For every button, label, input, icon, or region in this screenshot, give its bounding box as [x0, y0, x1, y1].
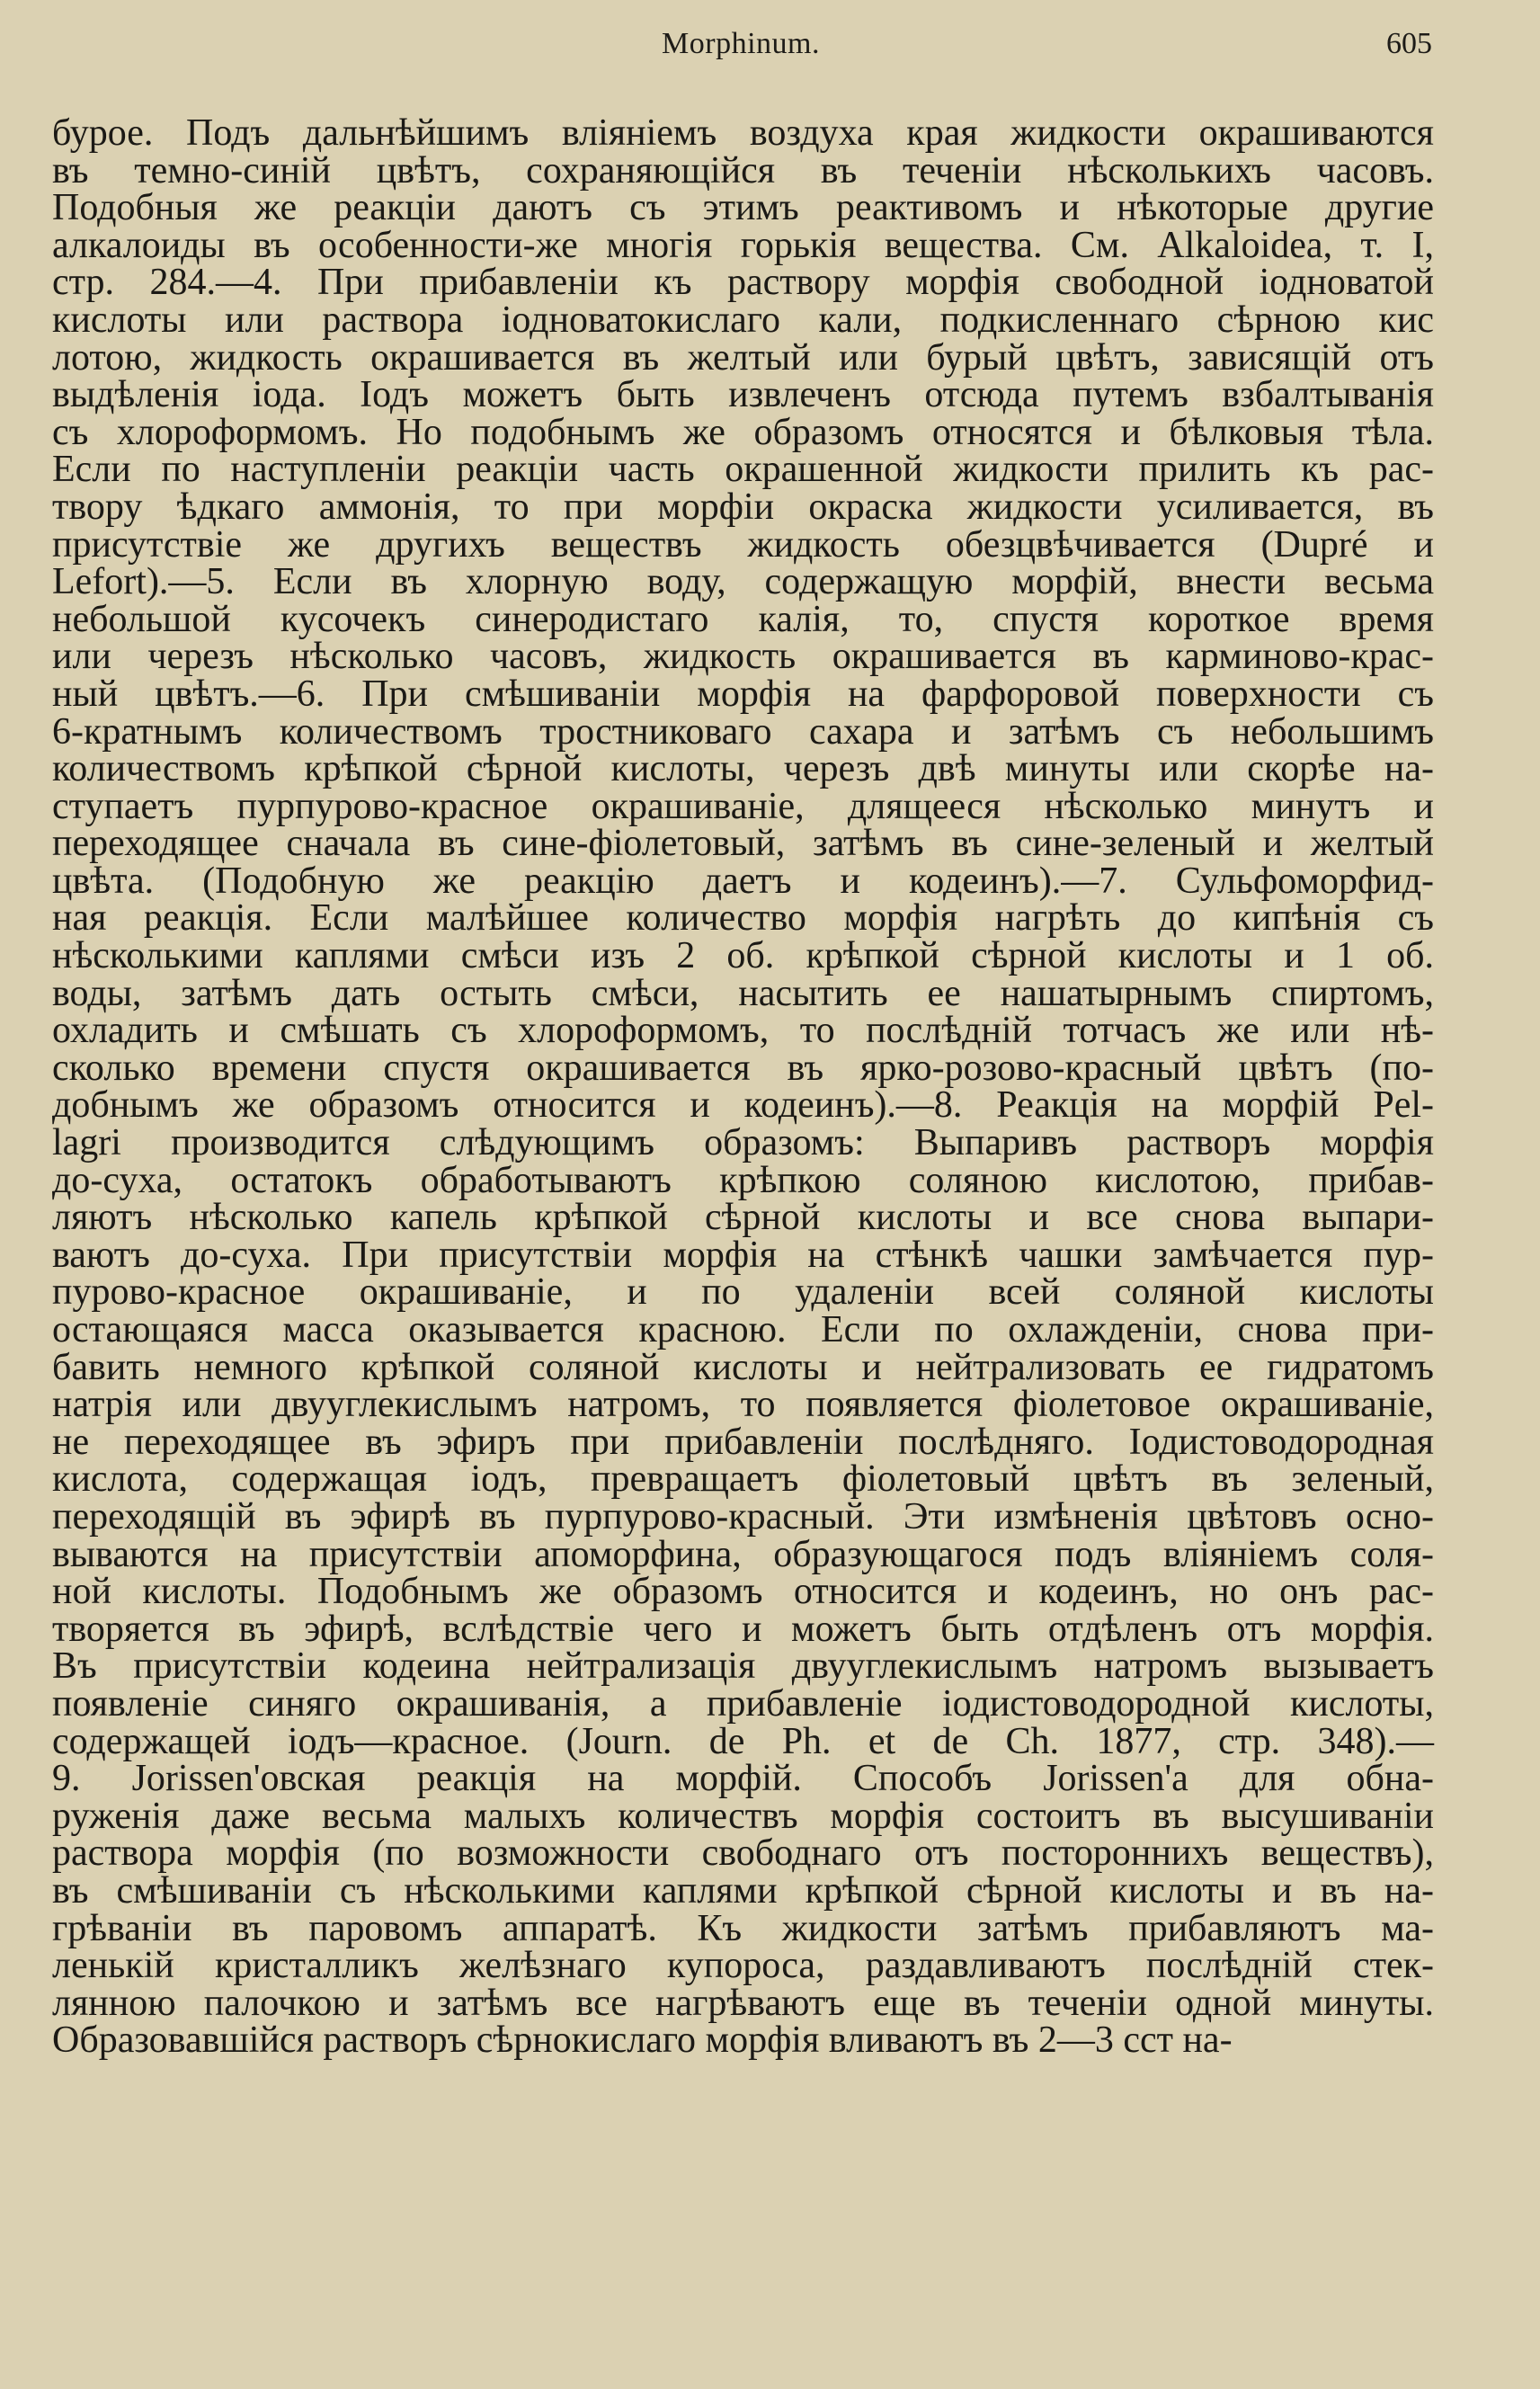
text-line: нѣсколькими каплями смѣси изъ 2 об. крѣпкой сѣрной кислоты и 1 об. [52, 935, 1434, 977]
text-line: lagri производится слѣдующимъ образомъ: Выпаривъ растворъ морфія [52, 1122, 1434, 1164]
text-line: Если по наступленіи реакціи часть окрашенной жидкости прилить къ рас- [52, 449, 1434, 491]
text-line: 9. Jorissen'овская реакція на морфій. Способъ Jorissen'a для обна- [52, 1758, 1434, 1800]
text-line: или черезъ нѣсколько часовъ, жидкость окрашивается въ карминово-крас- [52, 636, 1434, 678]
text-line: до-суха, остатокъ обработываютъ крѣпкою соляною кислотою, прибав- [52, 1159, 1434, 1201]
text-line: твору ѣдкаго аммонія, то при морфіи окраска жидкости усиливается, въ [52, 486, 1434, 528]
text-line: въ темно-синій цвѣтъ, сохраняющійся въ теченіи нѣсколькихъ часовъ. [52, 149, 1434, 192]
text-line: ленькій кристалликъ желѣзнаго купороса, раздавливаютъ послѣдній стек- [52, 1945, 1434, 1987]
running-head: Morphinum. [662, 27, 820, 60]
text-line: охладить и смѣшать съ хлороформомъ, то послѣдній тотчасъ же или нѣ- [52, 1010, 1434, 1052]
text-line: бавить немного крѣпкой соляной кислоты и нейтрализовать ее гидратомъ [52, 1346, 1434, 1388]
text-line: ляютъ нѣсколько капель крѣпкой сѣрной кислоты и все снова выпари- [52, 1197, 1434, 1239]
text-line: появленіе синяго окрашиванія, а прибавленіе іодистоводородной кислоты, [52, 1682, 1434, 1725]
text-line: натрія или двууглекислымъ натромъ, то появляется фіолетовое окрашиваніе, [52, 1384, 1434, 1426]
text-line: лянною палочкою и затѣмъ все нагрѣваютъ еще въ теченіи одной минуты. [52, 1982, 1434, 2024]
text-line: переходящее сначала въ сине-фіолетовый, затѣмъ въ сине-зеленый и желтый [52, 823, 1434, 865]
body-text [52, 112, 1434, 2062]
text-line: переходящій въ эфирѣ въ пурпурово-красный. Эти измѣненія цвѣтовъ осно- [52, 1495, 1434, 1538]
text-line: лотою, жидкость окрашивается въ желтый или бурый цвѣтъ, зависящій отъ [52, 336, 1434, 379]
text-line: количествомъ крѣпкой сѣрной кислоты, черезъ двѣ минуты или скорѣе на- [52, 748, 1434, 790]
text-line: вываются на присутствіи апоморфина, образующагося подъ вліяніемъ соля- [52, 1533, 1434, 1575]
text-line: цвѣта. (Подобную же реакцію даетъ и кодеинъ).—7. Сульфоморфид- [52, 860, 1434, 902]
text-line: Подобныя же реакціи даютъ съ этимъ реактивомъ и нѣкоторые другие [52, 187, 1434, 229]
text-line: добнымъ же образомъ относится и кодеинъ).—8. Реакція на морфій Pel- [52, 1084, 1434, 1127]
text-line: стр. 284.—4. При прибавленіи къ раствору морфія свободной іодноватой [52, 262, 1434, 304]
text-line: 6-кратнымъ количествомъ тростниковаго сахара и затѣмъ съ небольшимъ [52, 710, 1434, 753]
page-header [49, 27, 1432, 72]
text-line: Въ присутствіи кодеина нейтрализація двууглекислымъ натромъ вызываетъ [52, 1645, 1434, 1688]
text-line: раствора морфія (по возможности свободнаго отъ постороннихъ веществъ), [52, 1832, 1434, 1875]
text-line: Образовавшійся растворъ сѣрнокислаго морфія вливаютъ въ 2—3 сст на- [52, 2019, 1233, 2062]
text-line: воды, затѣмъ дать остыть смѣси, насытить ее нашатырнымъ спиртомъ, [52, 972, 1434, 1014]
text-line: ступаетъ пурпурово-красное окрашиваніе, длящееся нѣсколько минутъ и [52, 785, 1434, 827]
text-line: остающаяся масса оказывается красною. Если по охлажденіи, снова при- [52, 1309, 1434, 1350]
text-line: содержащей іодъ—красное. (Journ. de Ph. et de Ch. 1877, стр. 348).— [52, 1720, 1434, 1762]
text-line: алкалоиды въ особенности-же многія горькія вещества. См. Alkaloidea, т. I, [52, 224, 1434, 266]
text-line: ной кислоты. Подобнымъ же образомъ относится и кодеинъ, но онъ рас- [52, 1571, 1434, 1613]
text-line: ваютъ до-суха. При присутствіи морфія на стѣнкѣ чашки замѣчается пур- [52, 1234, 1434, 1276]
text-line: бурое. Подъ дальнѣйшимъ вліяніемъ воздуха края жидкости окрашиваются [52, 112, 1434, 154]
text-line: ный цвѣтъ.—6. При смѣшиваніи морфія на фарфоровой поверхности съ [52, 673, 1434, 715]
text-line: сколько времени спустя окрашивается въ ярко-розово-красный цвѣтъ (по- [52, 1047, 1434, 1089]
text-line: выдѣленія іода. Іодъ можетъ быть извлеченъ отсюда путемъ взбалтыванія [52, 374, 1434, 416]
text-line: небольшой кусочекъ синеродистаго калія, то, спустя короткое время [52, 598, 1434, 640]
text-line: пурово-красное окрашиваніе, и по удаленіи всей соляной кислоты [52, 1271, 1434, 1314]
text-line: руженія даже весьма малыхъ количествъ морфія состоитъ въ высушиваніи [52, 1795, 1434, 1837]
text-line: не переходящее въ эфиръ при прибавленіи послѣдняго. Іодистоводородная [52, 1421, 1434, 1463]
text-line: въ смѣшиваніи съ нѣсколькими каплями крѣпкой сѣрной кислоты и въ на- [52, 1869, 1434, 1912]
text-line: кислоты или раствора іодноватокислаго кали, подкисленнаго сѣрною кис [52, 299, 1434, 341]
text-line: творяется въ эфирѣ, вслѣдствіе чего и можетъ быть отдѣленъ отъ морфія. [52, 1608, 1434, 1650]
page-number: 605 [1386, 27, 1432, 60]
text-line: присутствіе же другихъ веществъ жидкость обезцвѣчивается (Dupré и [52, 523, 1434, 566]
text-line: кислота, содержащая іодъ, превращаетъ фіолетовый цвѣтъ въ зеленый, [52, 1458, 1434, 1501]
text-line: ная реакція. Если малѣйшее количество морфія нагрѣть до кипѣнія съ [52, 897, 1434, 940]
text-line: Lefort).—5. Если въ хлорную воду, содержащую морфій, внести весьма [52, 561, 1434, 603]
text-line: съ хлороформомъ. Но подобнымъ же образомъ относятся и бѣлковыя тѣла. [52, 411, 1434, 453]
text-line: грѣваніи въ паровомъ аппаратѣ. Къ жидкости затѣмъ прибавляютъ ма- [52, 1907, 1434, 1949]
